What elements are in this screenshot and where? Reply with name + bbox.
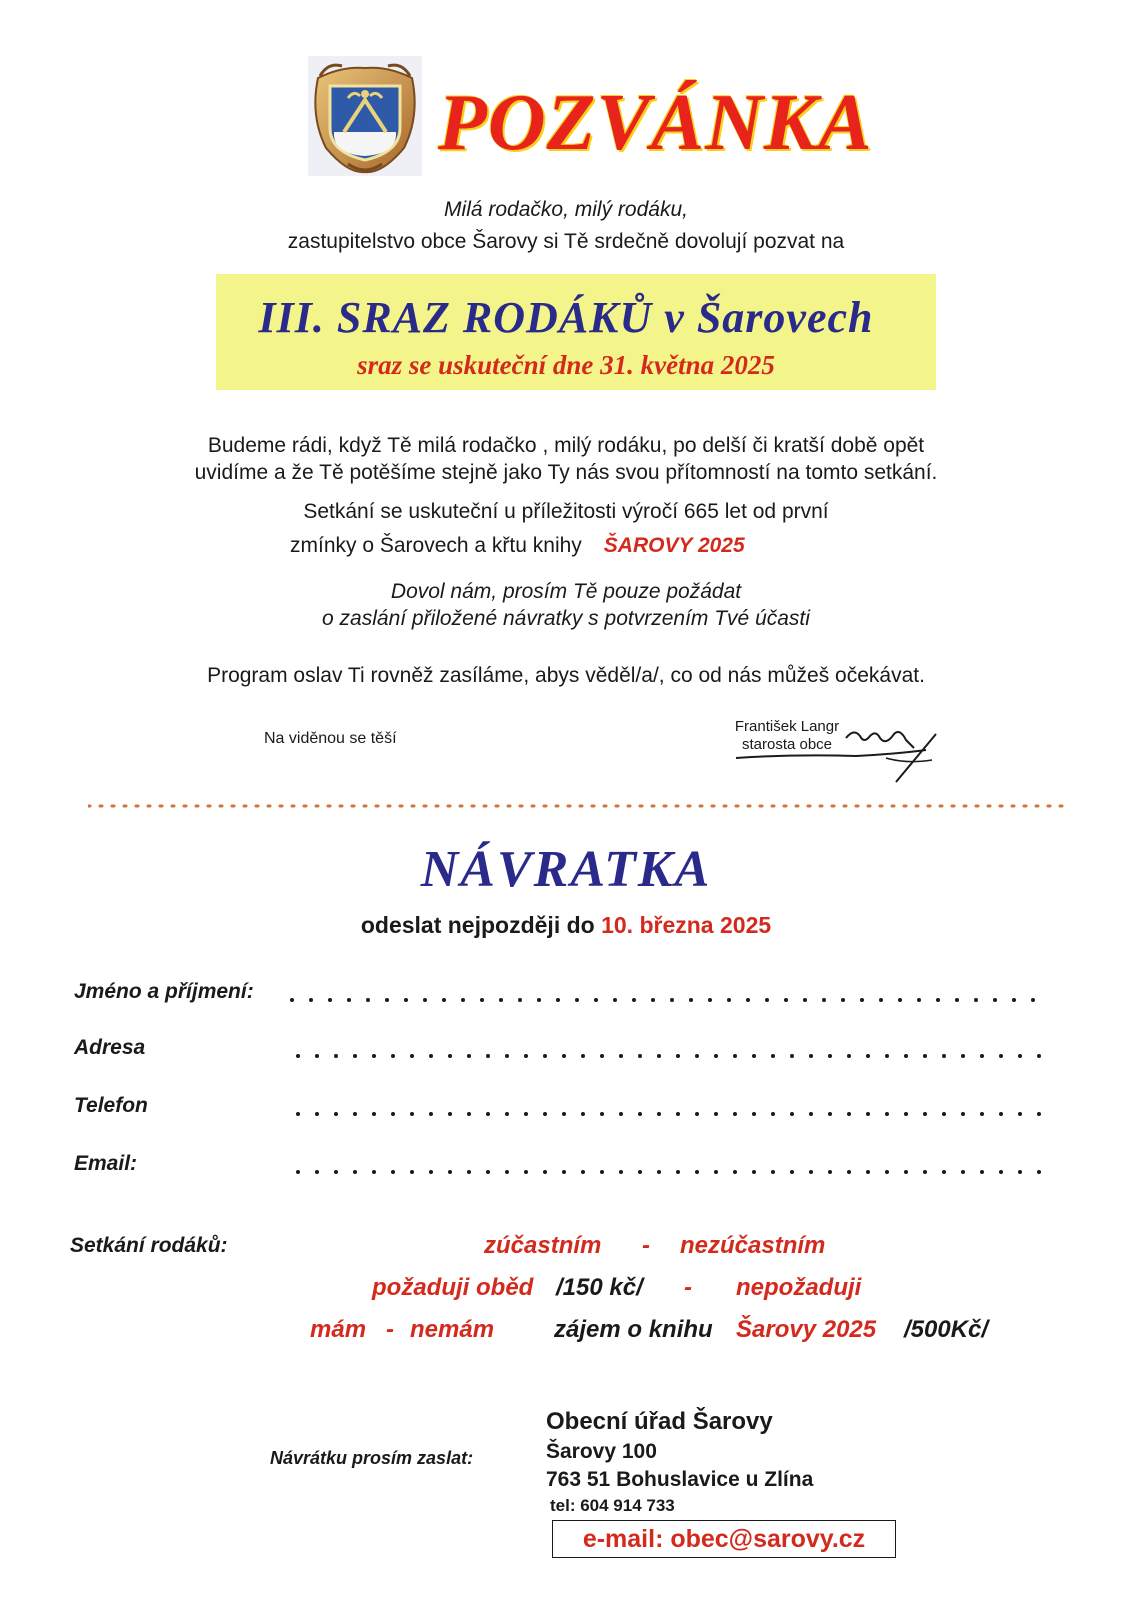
paragraph-line: Budeme rádi, když Tě milá rodačko , milý rodáku, po delší či kratší době opět [207, 434, 925, 457]
paragraph-line: o zaslání přiložené návratky s potvrzením Tvé účasti [322, 607, 810, 630]
address-street: Šarovy 100 [546, 1440, 657, 1463]
address-city: 763 51 Bohuslavice u Zlína [546, 1468, 814, 1491]
option-separator: - [386, 1316, 394, 1343]
coat-of-arms-icon [308, 56, 422, 176]
cut-line-divider [88, 804, 1068, 808]
meeting-label: Setkání rodáků: [70, 1234, 228, 1257]
event-title: III. SRAZ RODÁKŮ v Šarovech [258, 293, 874, 342]
book-price: /500Kč/ [904, 1316, 989, 1343]
paragraph-line: zmínky o Šarovech a křtu knihy [290, 534, 582, 557]
book-name: Šarovy 2025 [736, 1316, 877, 1343]
return-deadline [0, 912, 1132, 939]
send-to-label: Návrátku prosím zaslat: [270, 1448, 474, 1468]
invitation-title: POZVÁNKA [438, 79, 873, 167]
handwritten-signature-icon [736, 724, 956, 794]
paragraph-occasion: Setkání se uskuteční u příležitosti výročí 665 let od první [303, 500, 829, 523]
field-label-email: Email: [74, 1152, 138, 1175]
field-line-email[interactable] [292, 1166, 1062, 1178]
field-line-name[interactable] [290, 994, 1060, 1006]
deadline-date: 10. března 2025 [601, 912, 772, 938]
address-office: Obecní úřad Šarovy [546, 1408, 773, 1435]
option-not-attend[interactable]: nezúčastním [680, 1232, 826, 1259]
lunch-price: /150 kč/ [556, 1274, 643, 1301]
paragraph-line: uvidíme a že Tě potěšíme stejně jako Ty nás svou přítomností na tomto setkání. [194, 461, 938, 484]
field-label-name: Jméno a příjmení: [74, 980, 254, 1003]
deadline-prefix: odeslat nejpozději do [360, 912, 595, 938]
book-interest-label: zájem o knihu [554, 1316, 713, 1343]
signer-name: František Langr [734, 718, 840, 735]
paragraph-request [0, 578, 1132, 632]
paragraph-line: Dovol nám, prosím Tě pouze požádat [390, 580, 742, 603]
book-title: ŠAROVY 2025 [603, 534, 745, 557]
option-separator: - [684, 1274, 692, 1301]
paragraph-occasion-line2 [290, 532, 990, 559]
field-line-phone[interactable] [292, 1108, 1062, 1120]
field-label-phone: Telefon [74, 1094, 148, 1117]
option-lunch[interactable]: požaduji oběd [372, 1274, 534, 1301]
field-line-address[interactable] [292, 1050, 1062, 1062]
option-no-lunch[interactable]: nepožaduji [736, 1274, 862, 1301]
option-separator: - [642, 1232, 650, 1259]
farewell-text: Na viděnou se těší [264, 730, 397, 747]
address-phone: tel: 604 914 733 [550, 1496, 675, 1515]
event-date: sraz se uskuteční dne 31. května 2025 [357, 350, 775, 380]
return-form-title: NÁVRATKA [420, 841, 712, 898]
field-label-address: Adresa [74, 1036, 146, 1059]
option-have-not[interactable]: nemám [410, 1316, 495, 1343]
paragraph-welcome [0, 432, 1132, 486]
greeting: Milá rodačko, milý rodáku, [444, 198, 688, 221]
address-email[interactable]: e-mail: obec@sarovy.cz [552, 1520, 896, 1558]
option-have[interactable]: mám [310, 1316, 367, 1343]
paragraph-program: Program oslav Ti rovněž zasíláme, abys věděl/a/, co od nás můžeš očekávat. [207, 664, 925, 687]
option-attend[interactable]: zúčastním [484, 1232, 602, 1259]
intro-text: zastupitelstvo obce Šarovy si Tě srdečně dovolují pozvat na [287, 230, 845, 253]
signer-role: starosta obce [741, 736, 833, 753]
